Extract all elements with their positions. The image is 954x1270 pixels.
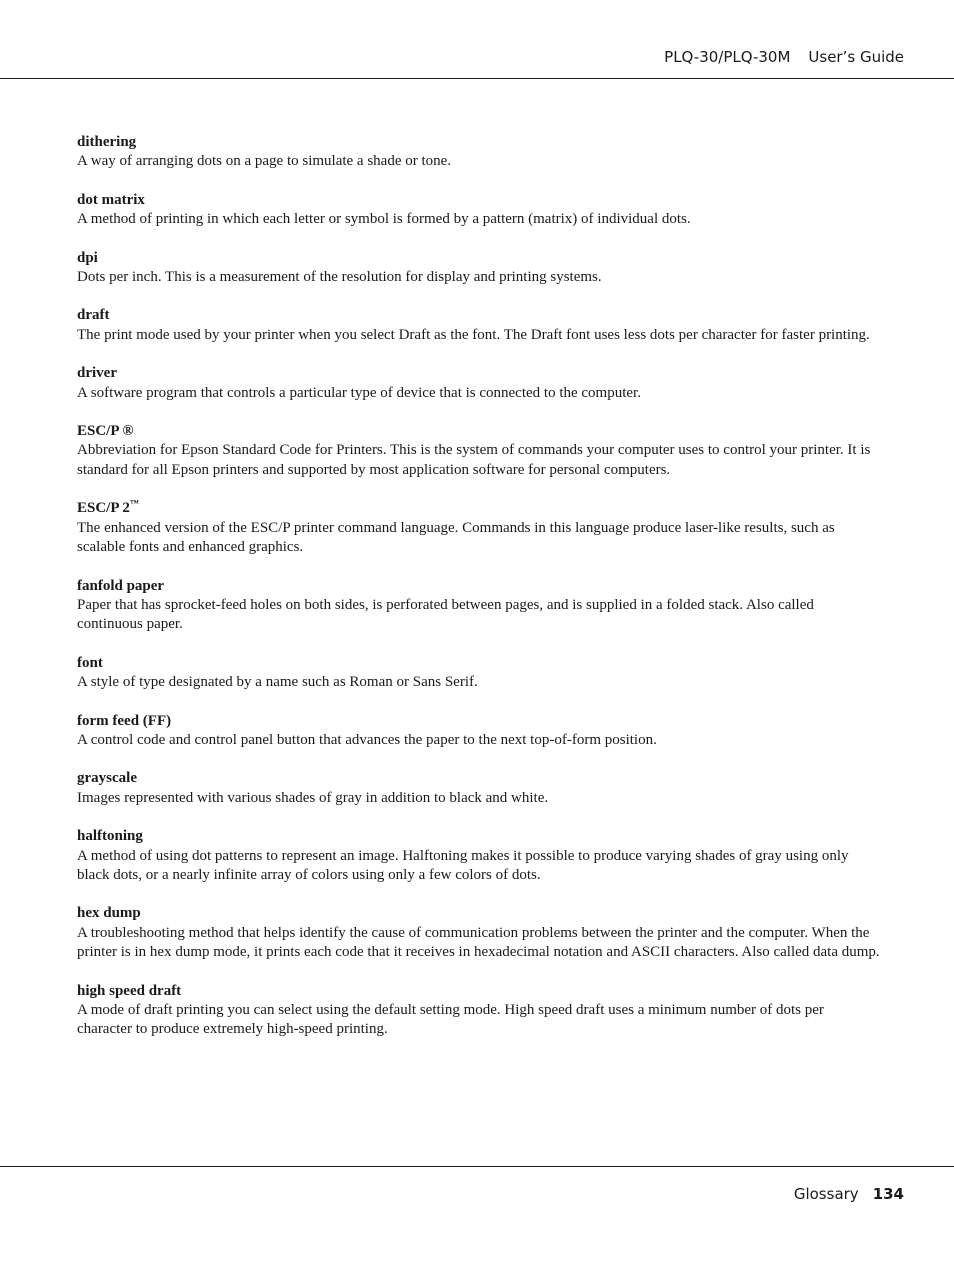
page-footer	[794, 1185, 904, 1203]
glossary-definition: A software program that controls a particular type of device that is connected to the computer.	[77, 384, 641, 401]
glossary-term: dithering	[77, 134, 137, 150]
trademark-symbol: ™	[129, 498, 139, 509]
glossary-term: grayscale	[77, 770, 137, 787]
glossary-term: fanfold paper	[77, 577, 165, 594]
glossary-definition: A method of using dot patterns to represent an image. Halftoning makes it possible to produce varying shades of gray using only black dots, or a nearly infinite array of colors using only a few colors of dots.	[77, 847, 849, 883]
glossary-definition: Paper that has sprocket-feed holes on both sides, is perforated between pages, and is supplied in a folded stack. Also called continuous paper.	[77, 596, 814, 633]
footer-divider	[0, 1166, 954, 1167]
glossary-definition: A control code and control panel button that advances the paper to the next top-of-form position.	[77, 731, 657, 748]
glossary-term: dpi	[77, 249, 98, 266]
glossary-definition: Abbreviation for Epson Standard Code for Printers. This is the system of commands your computer uses to control your printer. It is standard for all Epson printers and supported by most application software for personal computers.	[77, 442, 871, 478]
glossary-definition: Images represented with various shades of gray in addition to black and white.	[77, 789, 549, 806]
glossary-definition: A way of arranging dots on a page to simulate a shade or tone.	[77, 153, 452, 170]
glossary-entry	[77, 982, 882, 1040]
header-product-name: PLQ-30/PLQ-30M	[664, 48, 791, 66]
glossary-entry	[77, 827, 882, 885]
glossary-term: dot matrix	[77, 191, 145, 208]
glossary-definition: The print mode used by your printer when you select Draft as the font. The Draft font uses less dots per character for faster printing.	[77, 326, 870, 343]
glossary-definition: A style of type designated by a name such as Roman or Sans Serif.	[77, 674, 478, 691]
glossary-definition: A mode of draft printing you can select using the default setting mode. High speed draft uses a minimum number of dots per character to produce extremely high-speed printing.	[77, 1002, 824, 1038]
glossary-entry	[77, 364, 882, 403]
glossary-term: form feed (FF)	[77, 712, 172, 729]
glossary-definition: The enhanced version of the ESC/P printer command language. Commands in this language produce laser-like results, such as scalable fonts and enhanced graphics.	[77, 519, 835, 556]
glossary-entry	[77, 904, 882, 962]
glossary-entry	[77, 249, 882, 288]
glossary-term: hex dump	[77, 905, 141, 922]
glossary-definition: Dots per inch. This is a measurement of the resolution for display and printing systems.	[77, 269, 602, 286]
glossary-term: high speed draft	[77, 982, 182, 999]
page-header	[0, 0, 954, 79]
footer-section-name: Glossary	[793, 1185, 859, 1203]
glossary-list	[77, 133, 882, 1059]
page-number: 134	[872, 1185, 904, 1203]
glossary-term: draft	[77, 307, 110, 324]
glossary-definition: A method of printing in which each letter or symbol is formed by a pattern (matrix) of individual dots.	[77, 211, 691, 228]
glossary-entry	[77, 191, 882, 230]
glossary-term: halftoning	[77, 828, 143, 845]
glossary-entry	[77, 712, 882, 751]
glossary-entry	[77, 499, 882, 557]
glossary-term-with-trademark	[77, 499, 882, 518]
glossary-term: driver	[77, 365, 117, 382]
glossary-entry	[77, 422, 882, 480]
glossary-term: ESC/P 2	[77, 500, 130, 517]
glossary-definition: A troubleshooting method that helps identify the cause of communication problems between the printer and the computer. When the printer is in hex dump mode, it prints each code that it receives in hexadecimal notation and ASCII characters. Also called data dump.	[77, 924, 880, 961]
glossary-entry	[77, 654, 882, 693]
glossary-entry	[77, 577, 882, 635]
header-guide-title: User’s Guide	[808, 48, 904, 66]
glossary-entry	[77, 769, 882, 808]
glossary-entry	[77, 133, 882, 172]
glossary-term: ESC/P ®	[77, 423, 134, 440]
glossary-entry	[77, 306, 882, 345]
glossary-term: font	[77, 654, 103, 671]
running-header	[664, 48, 904, 66]
